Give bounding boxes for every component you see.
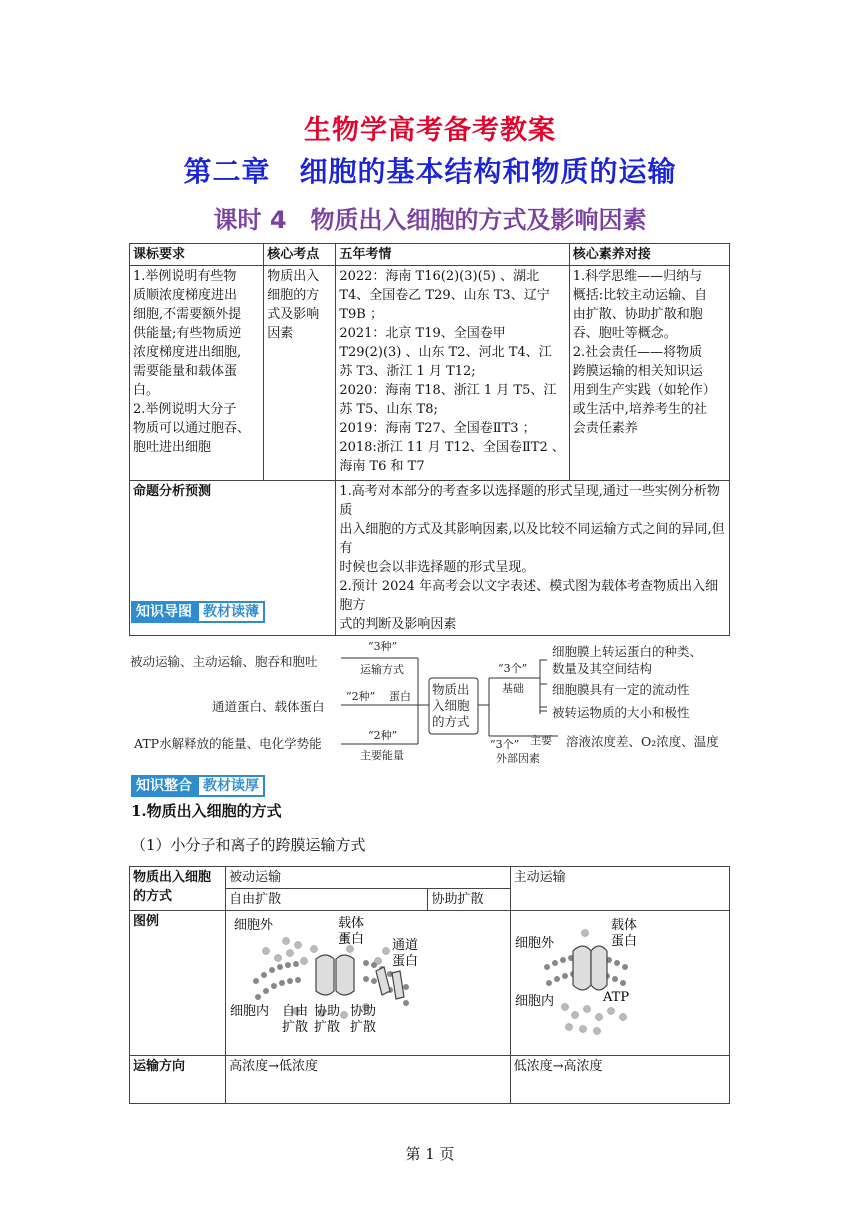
passive-transport-diagram [226,911,506,1049]
active-header: 主动运输 [510,867,729,911]
map-center: 物质出 [432,682,470,697]
row-label-diagram: 图例 [130,911,226,1056]
svg-text:被转运物质的大小和极性: 被转运物质的大小和极性 [552,705,690,720]
svg-text:扩散: 扩散 [282,1020,309,1035]
map-left-1: 被动运输、主动运输、胞吞和胞吐 [130,654,318,669]
svg-text:的方式: 的方式 [432,714,470,729]
svg-text:自由: 自由 [282,1004,309,1019]
header-cell: 核心素养对接 [569,244,729,266]
svg-text:运输方式: 运输方式 [360,663,404,676]
svg-text:数量及其空间结构: 数量及其空间结构 [552,661,653,676]
map-left-2: 通道蛋白、载体蛋白 [212,699,325,714]
svg-text:扩散: 扩散 [350,1020,377,1035]
svg-text:外部因素: 外部因素 [496,752,540,765]
subsection-heading: （1）小分子和离子的跨膜运输方式 [131,836,366,854]
col-label: 物质出入细胞 的方式 [130,867,226,911]
curriculum-table [129,243,730,636]
svg-text:载体: 载体 [338,916,365,931]
free-diffusion-header: 自由扩散 [226,889,428,911]
svg-text:“2种”: “2种” [346,690,376,703]
svg-text:蛋白: 蛋白 [392,954,419,969]
svg-text:“3个”: “3个” [498,662,528,675]
row-label-direction: 运输方向 [130,1056,226,1104]
main-title: 生物学高考备考教案 [304,115,556,146]
knowledge-map-badge: 知识导图 教材读薄 [131,601,265,623]
svg-text:细胞膜上转运蛋白的种类、: 细胞膜上转运蛋白的种类、 [552,644,703,659]
svg-text:细胞外: 细胞外 [234,918,274,933]
passive-diagram-cell [226,911,510,1056]
active-diagram-cell [510,911,729,1056]
literacy-cell: 1.科学思维——归纳与 概括:比较主动运输、自 由扩散、协助扩散和胞 吞、胞吐等概念。 2.社会责任——将物质 跨膜运输的相关知识运 用到生产实践（如轮作） 或生活中,培养考生的社 会责任素养 [569,266,729,481]
svg-text:蛋白: 蛋白 [610,934,637,949]
svg-text:协助: 协助 [350,1004,377,1019]
svg-text:ATP: ATP [602,990,629,1005]
svg-text:主要能量: 主要能量 [360,749,404,762]
header-cell: 课标要求 [130,244,264,266]
svg-text:蛋白: 蛋白 [389,690,411,703]
req-cell: 1.举例说明有些物 质顺浓度梯度进出 细胞,不需要额外提 供能量;有些物质逆 浓度梯度进出细胞, 需要能量和载体蛋 白。 2.举例说明大分子 物质可以通过胞吞、 胞吐进出细胞 [130,266,264,481]
facilitated-header: 协助扩散 [428,889,510,911]
map-external: 溶液浓度差、O₂浓度、温度 [566,734,719,749]
transport-table [129,866,730,1104]
svg-text:细胞内: 细胞内 [230,1004,270,1019]
header-cell: 五年考情 [336,244,569,266]
svg-text:基础: 基础 [502,682,524,695]
svg-text:扩散: 扩散 [314,1020,341,1035]
page-number: 第 1 页 [405,1145,455,1163]
svg-text:“3种”: “3种” [368,640,398,653]
svg-text:入细胞: 入细胞 [432,698,470,713]
map-left-3: ATP水解释放的能量、电化学势能 [134,736,322,751]
svg-text:载体: 载体 [610,918,637,933]
core-cell: 物质出入 细胞的方 式及影响 因素 [264,266,336,481]
section-heading: 1.物质出入细胞的方式 [131,802,282,820]
svg-text:“3个”: “3个” [490,738,520,751]
svg-text:协助: 协助 [314,1004,341,1019]
passive-header: 被动运输 [226,867,510,889]
analysis-cell: 1.高考对本部分的考查多以选择题的形式呈现,通过一些实例分析物质 出入细胞的方式及其影响因素,以及比较不同运输方式之间的异同,但有 时候也会以非选择题的形式呈现。 2.预计 2024 年高考会以文字表述、模式图为载体考查物质出入细胞方 式的判断及影响因素 [336,481,730,636]
direction-active: 低浓度→高浓度 [510,1056,729,1104]
active-transport-diagram [511,911,725,1049]
svg-text:细胞外: 细胞外 [514,936,554,951]
knowledge-integration-badge: 知识整合 教材读厚 [131,775,265,797]
header-cell: 核心考点 [264,244,336,266]
svg-text:细胞膜具有一定的流动性: 细胞膜具有一定的流动性 [552,682,690,697]
analysis-label: 命题分析预测 [130,481,336,636]
svg-text:通道: 通道 [392,938,419,953]
concept-map [128,636,732,768]
svg-text:“2种”: “2种” [368,729,398,742]
direction-passive: 高浓度→低浓度 [226,1056,510,1104]
chapter-title: 第二章 细胞的基本结构和物质的运输 [183,155,677,188]
svg-text:细胞内: 细胞内 [514,994,554,1009]
lesson-title: 课时 4 物质出入细胞的方式及影响因素 [213,206,647,234]
svg-text:蛋白: 蛋白 [338,932,365,947]
svg-text:主要: 主要 [530,734,552,747]
exam-cell: 2022：海南 T16(2)(3)(5) 、湖北 T4、全国卷乙 T29、山东 T3、辽宁 T9B ； 2021：北京 T19、全国卷甲 T29(2)(3) 、山东 T2、河北 T4、江 苏 T3、浙江 1 月 T12; 2020：海南 T18、浙江 1 月 T5、江 苏 T5、山东 T8; 2019：海南 T27、全国卷ⅡT3 ； 2018:浙江 11 月 T12、全国卷ⅡT2 、 海南 T6 和 T7 [336,266,569,481]
